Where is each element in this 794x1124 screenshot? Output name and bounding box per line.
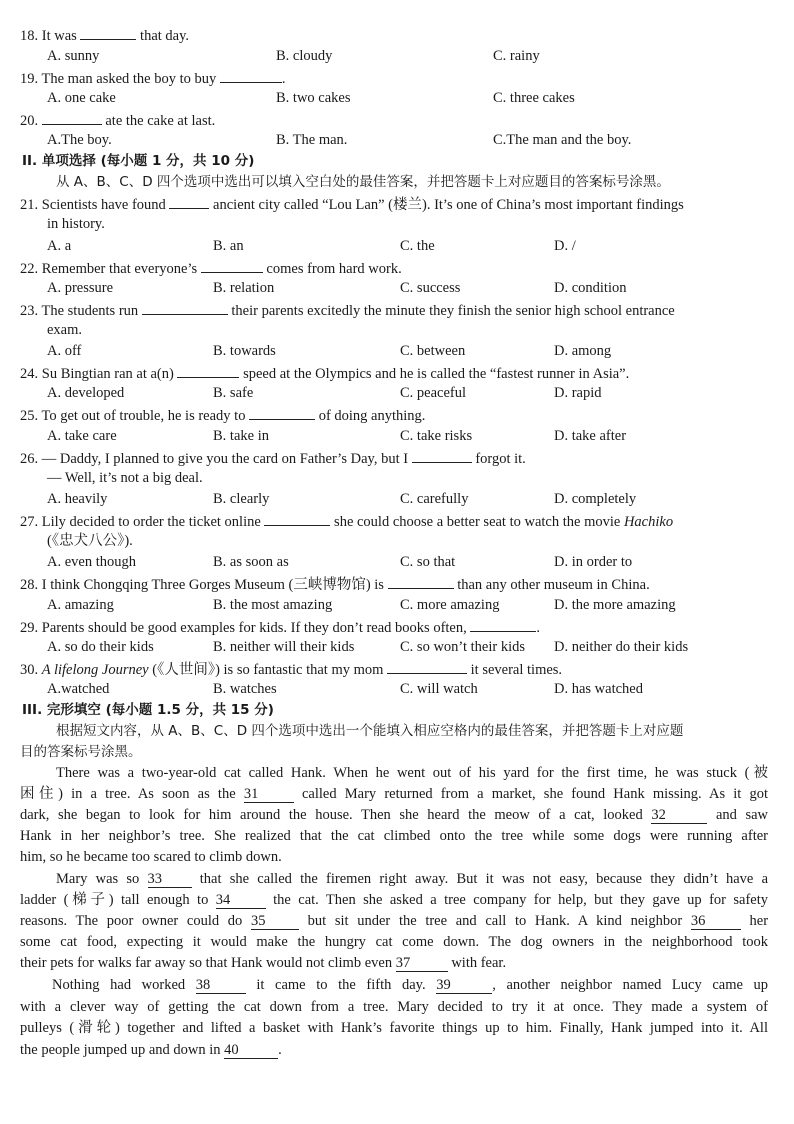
option-d: D. neither do their kids — [554, 639, 689, 655]
movie-title: Hachiko — [623, 514, 674, 530]
question-number: 30. — [20, 662, 39, 678]
question-continuation: (《忠犬八公》). — [47, 533, 133, 549]
question-text: (《人世间》) is so fantastic that my mom — [152, 662, 384, 678]
option-a: A. amazing — [47, 597, 114, 613]
question-26 — [20, 448, 526, 468]
question-20 — [20, 110, 215, 130]
passage-line: with a clever way of getting the cat down from a tree. Mary decided to try it at once. They made a system of — [20, 999, 768, 1015]
passage-text: called Mary returned from a market, she found Hank missing. As it got — [301, 786, 769, 802]
option-c: C. success — [400, 280, 461, 296]
question-text: it several times. — [470, 662, 563, 678]
answer-blank — [412, 448, 472, 463]
option-a: A. off — [47, 343, 82, 359]
question-number: 28. — [20, 577, 39, 593]
option-a: A. heavily — [47, 491, 108, 507]
option-c: C. rainy — [493, 48, 540, 64]
question-number: 18. — [20, 28, 39, 44]
passage-line — [20, 891, 768, 909]
option-b: B. safe — [213, 385, 254, 401]
passage-line — [56, 870, 768, 888]
question-text: of doing anything. — [318, 408, 426, 424]
passage-line: some cat food, expecting it would make the hungry cat come down. The dog owners in the neighborhood took — [20, 934, 768, 950]
passage-text: their pets for walks far away so that Hank would not climb even — [20, 955, 393, 971]
option-a: A. even though — [47, 554, 136, 570]
question-number: 26. — [20, 451, 39, 467]
answer-blank — [264, 511, 330, 526]
question-text: Su Bingtian ran at a(n) — [41, 366, 174, 382]
question-number: 29. — [20, 620, 39, 636]
option-b: B. watches — [213, 681, 277, 697]
option-d: D. the more amazing — [554, 597, 676, 613]
question-24 — [20, 363, 629, 383]
option-a: A. take care — [47, 428, 117, 444]
option-d: D. rapid — [554, 385, 602, 401]
question-text: that day. — [140, 28, 190, 44]
option-a: A. one cake — [47, 90, 116, 106]
option-b: B. cloudy — [276, 48, 333, 64]
question-number: 27. — [20, 514, 39, 530]
question-text: than any other museum in China. — [457, 577, 650, 593]
question-number: 22. — [20, 261, 39, 277]
passage-text: that she called the firemen right away. But it was not easy, because they didn’t have a — [199, 871, 769, 887]
option-a: A.The boy. — [47, 132, 112, 148]
question-text: their parents excitedly the minute they finish the senior high school entrance — [231, 303, 675, 319]
passage-text: dark, she began to look for him around the house. Then she heard the meow of a cat, looked — [20, 807, 643, 823]
passage-line: pulleys (滑轮) together and lifted a basket with Hank’s favorite things up to him. Finally, Hank jumped into it. All — [20, 1020, 768, 1036]
blank-39: 39 — [436, 977, 492, 994]
blank-34: 34 — [216, 892, 266, 909]
question-text: she could choose a better seat to watch the movie — [334, 514, 621, 530]
answer-blank — [142, 300, 228, 315]
option-d: D. in order to — [554, 554, 633, 570]
question-number: 20. — [20, 113, 39, 129]
question-text: ancient city called “Lou Lan” (楼兰). It’s one of China’s most important findings — [213, 197, 684, 213]
option-b: B. The man. — [276, 132, 348, 148]
blank-35: 35 — [251, 913, 299, 930]
question-text: Lily decided to order the ticket online — [41, 514, 261, 530]
answer-blank — [470, 617, 536, 632]
answer-blank — [42, 110, 102, 125]
dialogue-reply: — Well, it’s not a big deal. — [47, 470, 203, 486]
answer-blank — [220, 68, 282, 83]
option-b: B. the most amazing — [213, 597, 333, 613]
question-21 — [20, 194, 684, 214]
option-c: C. three cakes — [493, 90, 575, 106]
option-b: B. relation — [213, 280, 275, 296]
passage-line — [52, 976, 768, 994]
option-d: D. / — [554, 238, 576, 254]
option-b: B. two cakes — [276, 90, 351, 106]
option-b: B. as soon as — [213, 554, 289, 570]
option-c: C.The man and the boy. — [493, 132, 632, 148]
question-text: speed at the Olympics and he is called the “fastest runner in Asia”. — [243, 366, 630, 382]
passage-line: him, so he became too scared to climb down. — [20, 849, 282, 865]
question-30 — [20, 659, 562, 679]
question-text: Parents should be good examples for kids. If they don’t read books often, — [41, 620, 467, 636]
passage-line: There was a two-year-old cat called Hank. When he went out of his yard for the first time, he was stuck (被 — [56, 765, 768, 781]
book-title: A lifelong Journey — [41, 662, 149, 678]
passage-text: . — [278, 1042, 282, 1058]
question-text: . — [281, 71, 286, 87]
section-3-instruction: 根据短文内容，从 A、B、C、D 四个选项中选出一个能填入相应空格内的最佳答案，并把答题卡上对应题 — [56, 723, 684, 739]
option-a: A. developed — [47, 385, 125, 401]
question-text: To get out of trouble, he is ready to — [41, 408, 246, 424]
blank-31: 31 — [244, 786, 294, 803]
option-d: D. has watched — [554, 681, 643, 697]
question-text: Scientists have found — [41, 197, 166, 213]
option-b: B. take in — [213, 428, 269, 444]
section-2-title: II. 单项选择 (每小题 1 分，共 10 分) — [22, 153, 255, 169]
passage-text: with fear. — [451, 955, 507, 971]
option-d: D. condition — [554, 280, 627, 296]
passage-line — [20, 954, 768, 972]
answer-blank — [387, 659, 467, 674]
option-a: A.watched — [47, 681, 110, 697]
option-b: B. towards — [213, 343, 276, 359]
question-text: I think Chongqing Three Gorges Museum (三峡博物馆) is — [41, 577, 384, 593]
question-27 — [20, 511, 673, 531]
question-23 — [20, 300, 675, 320]
answer-blank — [80, 25, 136, 40]
question-text: forgot it. — [475, 451, 526, 467]
question-number: 19. — [20, 71, 39, 87]
passage-text: it came to the fifth day. — [256, 977, 426, 993]
question-continuation: in history. — [47, 216, 105, 232]
question-number: 23. — [20, 303, 39, 319]
answer-blank — [177, 363, 239, 378]
option-a: A. so do their kids — [47, 639, 154, 655]
option-c: C. between — [400, 343, 466, 359]
question-text: Remember that everyone’s — [41, 261, 198, 277]
option-d: D. completely — [554, 491, 637, 507]
passage-text: but sit under the tree and call to Hank. A kind neighbor — [307, 913, 683, 929]
option-a: A. a — [47, 238, 72, 254]
question-number: 24. — [20, 366, 39, 382]
section-3-instruction-cont: 目的答案标号涂黑。 — [20, 744, 142, 760]
passage-text: Nothing had worked — [52, 977, 186, 993]
question-25 — [20, 405, 425, 425]
passage-text: the people jumped up and down in — [20, 1042, 221, 1058]
passage-text: ladder (梯子) tall enough to — [20, 892, 209, 908]
option-c: C. more amazing — [400, 597, 500, 613]
question-text: It was — [41, 28, 77, 44]
question-text: — Daddy, I planned to give you the card on Father’s Day, but I — [41, 451, 409, 467]
question-18 — [20, 25, 189, 45]
question-28 — [20, 574, 650, 594]
section-2-instruction: 从 A、B、C、D 四个选项中选出可以填入空白处的最佳答案，并把答题卡上对应题目的答案标号涂黑。 — [56, 174, 670, 190]
question-19 — [20, 68, 286, 88]
option-b: B. neither will their kids — [213, 639, 355, 655]
passage-text: reasons. The poor owner could do — [20, 913, 243, 929]
blank-38: 38 — [196, 977, 246, 994]
blank-37: 37 — [396, 955, 448, 972]
question-22 — [20, 258, 402, 278]
passage-line: Hank in her neighbor’s tree. She realized that the cat climbed onto the tree while some dogs were running after — [20, 828, 768, 844]
question-text: ate the cake at last. — [105, 113, 216, 129]
question-text: . — [536, 620, 540, 636]
option-c: C. take risks — [400, 428, 473, 444]
answer-blank — [388, 574, 454, 589]
passage-text: and saw — [715, 807, 769, 823]
option-c: C. peaceful — [400, 385, 467, 401]
passage-text: the cat. Then she asked a tree company for help, but they gave up for safety — [273, 892, 769, 908]
option-a: A. sunny — [47, 48, 100, 64]
option-c: C. so won’t their kids — [400, 639, 525, 655]
section-3-title: III. 完形填空 (每小题 1.5 分，共 15 分) — [22, 702, 274, 718]
question-text: The man asked the boy to buy — [41, 71, 217, 87]
passage-line — [20, 1041, 768, 1059]
option-b: B. an — [213, 238, 244, 254]
question-29 — [20, 617, 540, 637]
answer-blank — [201, 258, 263, 273]
option-c: C. will watch — [400, 681, 478, 697]
option-c: C. carefully — [400, 491, 469, 507]
option-b: B. clearly — [213, 491, 270, 507]
option-c: C. so that — [400, 554, 456, 570]
option-a: A. pressure — [47, 280, 114, 296]
question-text: comes from hard work. — [266, 261, 402, 277]
blank-40: 40 — [224, 1042, 278, 1059]
question-text: The students run — [41, 303, 139, 319]
passage-text: her — [749, 913, 769, 929]
question-number: 25. — [20, 408, 39, 424]
blank-33: 33 — [148, 871, 192, 888]
option-c: C. the — [400, 238, 435, 254]
passage-text: 困住) in a tree. As soon as the — [20, 786, 236, 802]
blank-32: 32 — [651, 807, 707, 824]
passage-text: , another neighbor named Lucy came up — [492, 977, 769, 993]
answer-blank — [169, 194, 209, 209]
option-d: D. among — [554, 343, 612, 359]
passage-line — [20, 785, 768, 803]
option-d: D. take after — [554, 428, 627, 444]
passage-line — [20, 912, 768, 930]
passage-text: Mary was so — [56, 871, 140, 887]
passage-line — [20, 806, 768, 824]
answer-blank — [249, 405, 315, 420]
question-number: 21. — [20, 197, 39, 213]
blank-36: 36 — [691, 913, 741, 930]
question-continuation: exam. — [47, 322, 83, 338]
